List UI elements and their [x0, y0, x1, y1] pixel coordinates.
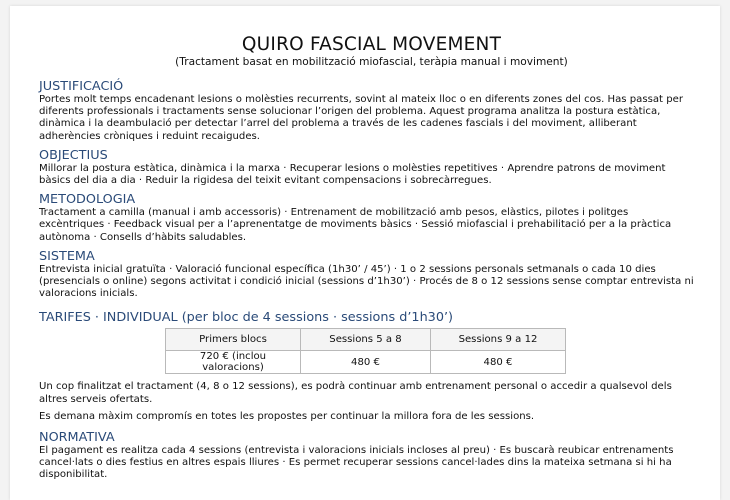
table-header-row — [166, 329, 566, 351]
table-row — [166, 351, 566, 374]
text-line: disponibilitat. — [39, 469, 108, 481]
pricing-table — [165, 328, 566, 374]
text-line: valoracions inicials. — [39, 288, 138, 300]
document-content — [39, 34, 704, 482]
text-line: Portes molt temps encadenant lesions o molèsties recurrents, sovint al mateix lloc o en diferents zones del cos. Has passat per — [39, 94, 683, 105]
text-line: diferents professionals i tractaments sense solucionar l’origen del problema. Aquest programa analitza la postura estàtica, — [39, 106, 661, 118]
section-sistema — [39, 249, 704, 301]
objectius-text — [39, 163, 704, 187]
column-header: Sessions 5 a 8 — [301, 329, 431, 351]
table-cell: 720 € (inclou valoracions) — [166, 351, 301, 374]
text-line: dinàmica i la deambulació per detectar l’arrel del problema a través de les cadenes fascials i del moviment, alliberant — [39, 118, 637, 130]
text-line: cancel·lats o dies festius en altres espais lliures · Es permet recuperar sessions cancel·lades dins la mateixa setmana si hi ha — [39, 457, 672, 469]
text-line: (presencials o online) segons activitat i condició inicial (sessions d’1h30’) · Procés de 8 o 12 sessions sense comptar entrevista ni — [39, 276, 694, 288]
section-heading-tarifes: TARIFES · INDIVIDUAL (per bloc de 4 sessions · sessions d’1h30’) — [39, 310, 454, 326]
text-line: bàsics del dia a dia · Reduir la rigidesa del teixit evitant compensacions i sobrecàrregues. — [39, 175, 492, 187]
metodologia-text — [39, 207, 704, 244]
column-header: Sessions 9 a 12 — [431, 329, 566, 351]
section-heading-objectius: OBJECTIUS — [39, 147, 108, 163]
section-heading-normativa: NORMATIVA — [39, 430, 115, 446]
column-header: Primers blocs — [166, 329, 301, 351]
section-heading-sistema: SISTEMA — [39, 248, 95, 264]
text-line: Entrevista inicial gratuïta · Valoració funcional específica (1h30’ / 45’) · 1 o 2 sessions personals setmanals o cada 10 dies — [39, 263, 656, 275]
section-normativa — [39, 430, 704, 482]
text-line: El pagament es realitza cada 4 sessions (entrevista i valoracions inicials incloses al preu) · Es buscarà reubicar entrenaments — [39, 445, 674, 457]
section-metodologia — [39, 192, 704, 244]
text-line: autònoma · Consells d’hàbits saludables. — [39, 231, 247, 243]
text-line: altres serveis ofertats. — [39, 393, 153, 405]
section-heading-justificacio: JUSTIFICACIÓ — [39, 79, 124, 94]
justificacio-text — [39, 94, 704, 143]
text-line: Millorar la postura estàtica, dinàmica i la marxa · Recuperar lesions o molèsties repetitives · Aprendre patrons de moviment — [39, 162, 666, 174]
text-line: Un cop finalitzat el tractament (4, 8 o 12 sessions), es podrà continuar amb entrenament personal o accedir a qualsevol dels — [39, 381, 672, 393]
tarifes-commitment-note: Es demana màxim compromís en totes les propostes per continuar la millora fora de les sessions. — [39, 410, 535, 422]
table-cell: 480 € — [431, 351, 566, 374]
page-subtitle: (Tractament basat en mobilització miofascial, teràpia manual i moviment) — [175, 56, 568, 68]
text-line: Tractament a camilla (manual i amb accessoris) · Entrenament de mobilització amb pesos, elàstics, pilotes i politges — [39, 207, 629, 219]
text-line: excèntriques · Feedback visual per a l’aprenentatge de moviments bàsics · Sessió miofascial i prehabilitació per a la pràctica — [39, 219, 672, 231]
page-title: QUIRO FASCIAL MOVEMENT — [241, 34, 502, 55]
section-heading-metodologia: METODOLOGIA — [39, 192, 136, 208]
sistema-text — [39, 264, 704, 301]
table-cell: 480 € — [301, 351, 431, 374]
section-justificacio — [39, 79, 704, 143]
text-line: adherències cròniques i reduint recaigudes. — [39, 130, 260, 142]
normativa-text — [39, 445, 704, 482]
section-objectius — [39, 148, 704, 187]
section-tarifes — [39, 310, 704, 423]
document-page — [10, 6, 720, 500]
tarifes-continuation-note — [39, 381, 704, 405]
